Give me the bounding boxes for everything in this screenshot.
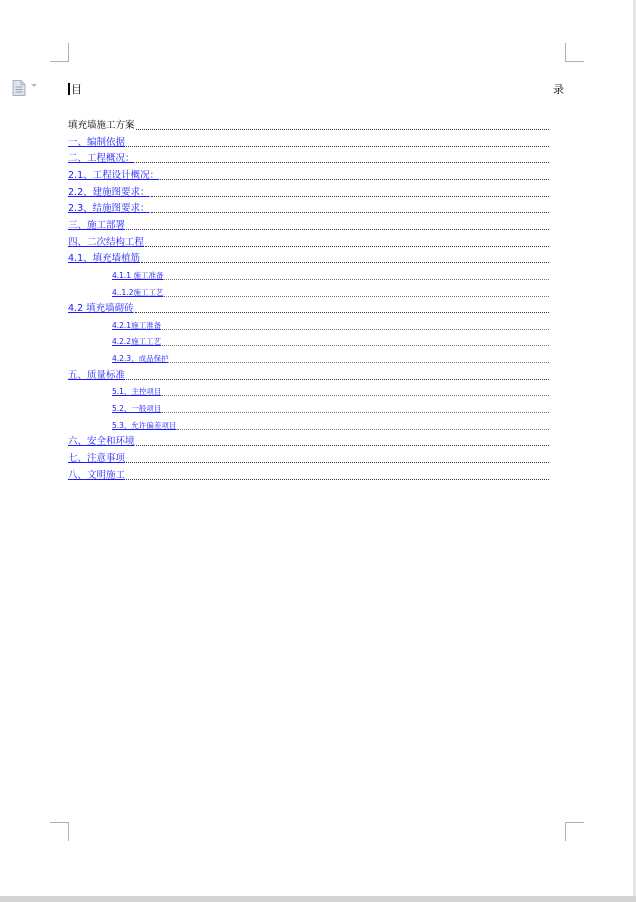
toc-entry[interactable]: [68, 252, 549, 265]
toc-entry-label: 二、工程概况：: [68, 153, 135, 165]
toc-entry[interactable]: [68, 136, 549, 149]
toc-leader-dots: [126, 379, 549, 380]
toc-leader-dots: [126, 462, 549, 463]
toc-leader-dots: [141, 262, 549, 263]
toc-leader-dots: [164, 296, 549, 297]
toc-entry[interactable]: [112, 319, 549, 332]
toc-entry[interactable]: [112, 286, 549, 299]
toc-leader-dots: [151, 212, 549, 213]
margin-mark-bottom-left: [50, 822, 69, 841]
toc-leader-dots: [126, 229, 549, 230]
toc-entry[interactable]: [68, 452, 549, 465]
toc-entry-label: 5.1、主控项目: [112, 387, 162, 397]
text-cursor: [68, 83, 70, 95]
toc-entry[interactable]: [112, 352, 549, 365]
toc-leader-dots: [135, 312, 549, 313]
toc-leader-dots: [126, 146, 549, 147]
toc-entry-label: 四、二次结构工程: [68, 236, 145, 248]
toc-leader-dots: [126, 479, 549, 480]
toc-entry[interactable]: [68, 469, 549, 482]
toc-leader-dots: [162, 395, 549, 396]
toc-entry-label: 4.2.2施工工艺: [112, 337, 162, 347]
toc-entry-label: 4.2 填充墙砌砖: [68, 303, 134, 315]
toc-leader-dots: [177, 429, 549, 430]
toc-entry-label: 七、注意事项: [68, 453, 126, 464]
toc-leader-dots: [136, 162, 549, 163]
toc-entry-label: 4..1.2施工工艺: [112, 287, 164, 297]
toc-leader-dots: [160, 179, 549, 180]
toc-entry[interactable]: [68, 369, 549, 382]
toc-entry[interactable]: [68, 169, 549, 182]
toc-leader-dots: [145, 246, 549, 247]
toc-leader-dots: [162, 412, 549, 413]
toc-leader-dots: [162, 345, 549, 346]
toc-heading-right: 录: [553, 83, 564, 96]
toc-entry[interactable]: [112, 335, 549, 348]
toc-entry-label: 八、文明施工: [68, 469, 126, 481]
toc-entry[interactable]: [112, 269, 549, 282]
toc-entry-label: 5.2、一般项目: [112, 404, 162, 413]
toc-leader-dots: [170, 362, 549, 363]
toc-leader-dots: [162, 329, 549, 330]
toc-entry-label: 三、施工部署: [68, 219, 126, 231]
margin-mark-top-right: [565, 43, 584, 62]
margin-mark-bottom-right: [565, 822, 584, 841]
toc-entry-label: 六、安全和环境: [68, 436, 135, 448]
toc-entry[interactable]: [68, 152, 549, 165]
toc-entry-label: 一、编制依据: [68, 136, 126, 148]
toc-entry[interactable]: [68, 435, 549, 448]
toc-entry-label: 5.3、允许偏差项目: [112, 420, 177, 430]
toc-entry-label: 4.2.3、成品保护: [112, 354, 169, 364]
toc-entry[interactable]: [68, 202, 549, 215]
toc-entry[interactable]: [112, 385, 549, 398]
toc-entry[interactable]: [68, 119, 549, 132]
toc-entry-label: 填充墙施工方案: [68, 120, 135, 131]
toc-entry-label: 4.1、填充墙植筋: [68, 253, 141, 265]
toc-entry[interactable]: [68, 302, 549, 315]
toc-entry-label: 2.2、建施图要求：: [68, 186, 150, 198]
toc-entry[interactable]: [68, 236, 549, 249]
chevron-down-icon[interactable]: [31, 84, 37, 87]
toc-entry-label: 4.1.1 施工准备: [112, 270, 164, 280]
toc-heading-left: 目: [71, 83, 82, 96]
toc-entry[interactable]: [68, 186, 549, 199]
toc-leader-dots: [136, 129, 549, 130]
toc-entry[interactable]: [68, 219, 549, 232]
toc-entry[interactable]: [112, 402, 549, 415]
horizontal-scrollbar[interactable]: [0, 896, 636, 902]
toc-entry-label: 五、质量标准: [68, 369, 126, 381]
toc-leader-dots: [151, 196, 549, 197]
toc-leader-dots: [164, 279, 549, 280]
toc-entry-label: 4.2.1施工准备: [112, 320, 162, 330]
margin-mark-top-left: [50, 43, 69, 62]
toc-leader-dots: [136, 445, 549, 446]
toc-entry-label: 2.1、工程设计概况：: [68, 169, 160, 181]
toc-entry-label: 2.3、结施图要求：: [68, 203, 150, 215]
toc-entry[interactable]: [112, 419, 549, 432]
document-icon[interactable]: [12, 80, 26, 96]
